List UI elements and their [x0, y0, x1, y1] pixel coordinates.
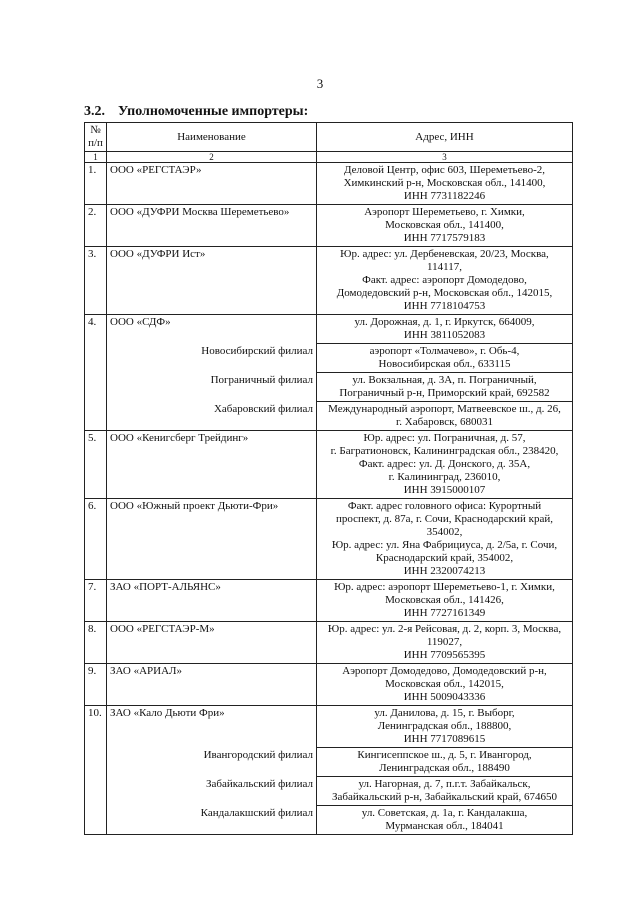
address-line: ИНН 7709565395: [403, 649, 486, 661]
branch-name: Забайкальский филиал: [107, 777, 317, 806]
address-cell: [317, 499, 573, 580]
address-line: ИНН 7718104753: [403, 300, 486, 312]
address-line: 114117,: [427, 261, 462, 273]
address-line: Юр. адрес: ул. 2-я Рейсовая, д. 2, корп. 3, Москва,: [327, 623, 562, 635]
address-cell: [317, 402, 573, 431]
address-line: Юр. адрес: аэропорт Шереметьево-1, г. Химки,: [334, 581, 555, 593]
address-line: ИНН 5009043336: [403, 691, 486, 703]
address-line: ИНН 7717089615: [403, 733, 486, 745]
address-line: ул. Дорожная, д. 1, г. Иркутск, 664009,: [354, 316, 535, 328]
organization-name: ООО «Кенигсберг Трейдинг»: [107, 431, 317, 499]
address-line: аэропорт «Толмачево», г. Обь-4,: [369, 345, 520, 357]
address-line: Аэропорт Домодедово, Домодедовский р-н,: [342, 665, 547, 677]
table-header-row: [85, 123, 573, 152]
address-line: Факт. адрес: аэропорт Домодедово,: [362, 274, 527, 286]
table-body: [85, 163, 573, 835]
table-row: [85, 247, 573, 315]
address-line: Новосибирская обл., 633115: [378, 358, 511, 370]
row-number: 10.: [85, 706, 107, 835]
organization-name: ООО «ДУФРИ Москва Шереметьево»: [107, 205, 317, 247]
address-line: Кингисеппское ш., д. 5, г. Ивангород,: [357, 749, 532, 761]
section-number: 3.2.: [84, 104, 105, 119]
branch-row: [85, 373, 573, 402]
address-cell: [317, 315, 573, 344]
address-line: 354002,: [426, 526, 463, 538]
address-line: Домодедовский р-н, Московская обл., 142015,: [336, 287, 553, 299]
row-number: 9.: [85, 664, 107, 706]
branch-name: Новосибирский филиал: [107, 344, 317, 373]
address-cell: [317, 777, 573, 806]
address-cell: [317, 163, 573, 205]
address-line: Деловой Центр, офис 603, Шереметьево-2,: [343, 164, 545, 176]
address-line: ИНН 3915000107: [403, 484, 486, 496]
address-cell: [317, 373, 573, 402]
address-line: Международный аэропорт, Матвеевское ш., д. 26,: [328, 403, 561, 415]
address-cell: [317, 622, 573, 664]
address-line: Ленинградская обл., 188800,: [377, 720, 512, 732]
address-line: Факт. адрес: ул. Д. Донского, д. 35А,: [358, 458, 531, 470]
address-line: ИНН 3811052083: [403, 329, 486, 341]
importers-table: [84, 122, 573, 835]
organization-name: ЗАО «Кало Дьюти Фри»: [107, 706, 317, 748]
branch-row: [85, 806, 573, 835]
address-cell: [317, 664, 573, 706]
organization-name: ООО «РЕГСТАЭР-М»: [107, 622, 317, 664]
section-title: [84, 104, 308, 120]
header-name: Наименование: [107, 123, 317, 152]
address-line: Юр. адрес: ул. Яна Фабрициуса, д. 2/5а, г. Сочи,: [331, 539, 558, 551]
index-cell: 3: [317, 152, 573, 163]
table-row: [85, 315, 573, 344]
address-line: ул. Нагорная, д. 7, п.г.т. Забайкальск,: [358, 778, 531, 790]
address-line: Московская обл., 142015,: [385, 678, 504, 690]
branch-row: [85, 344, 573, 373]
address-line: ул. Данилова, д. 15, г. Выборг,: [374, 707, 515, 719]
table-row: [85, 706, 573, 748]
address-line: г. Хабаровск, 680031: [396, 416, 493, 428]
row-number: 2.: [85, 205, 107, 247]
address-line: Юр. адрес: ул. Дербеневская, 20/23, Москва,: [340, 248, 549, 260]
organization-name: ООО «Южный проект Дьюти-Фри»: [107, 499, 317, 580]
table-row: [85, 664, 573, 706]
branch-row: [85, 748, 573, 777]
organization-name: ООО «РЕГСТАЭР»: [107, 163, 317, 205]
page-number: 3: [316, 76, 324, 91]
address-line: 119027,: [426, 636, 463, 648]
address-line: г. Багратионовск, Калининградская обл., 238420,: [330, 445, 559, 457]
address-line: Забайкальский р-н, Забайкальский край, 674650: [331, 791, 557, 803]
row-number: 3.: [85, 247, 107, 315]
address-line: г. Калининград, 236010,: [388, 471, 501, 483]
address-cell: [317, 344, 573, 373]
row-number: 6.: [85, 499, 107, 580]
address-line: Московская обл., 141426,: [385, 594, 504, 606]
address-line: Ленинградская обл., 188490: [379, 762, 510, 774]
address-cell: [317, 205, 573, 247]
address-line: Факт. адрес головного офиса: Курортный: [347, 500, 542, 512]
branch-row: [85, 777, 573, 806]
row-number: 1.: [85, 163, 107, 205]
address-line: Аэропорт Шереметьево, г. Химки,: [364, 206, 525, 218]
row-number: 8.: [85, 622, 107, 664]
row-number: 7.: [85, 580, 107, 622]
address-line: ИНН 7717579183: [403, 232, 486, 244]
table-row: [85, 431, 573, 499]
address-line: ул. Советская, д. 1а, г. Кандалакша,: [361, 807, 528, 819]
table-index-row: [85, 152, 573, 163]
address-cell: [317, 580, 573, 622]
table-row: [85, 205, 573, 247]
row-number: 5.: [85, 431, 107, 499]
address-cell: [317, 431, 573, 499]
address-line: Мурманская обл., 184041: [385, 820, 504, 832]
organization-name: ЗАО «АРИАЛ»: [107, 664, 317, 706]
address-line: ИНН 7731182246: [403, 190, 486, 202]
header-address: Адрес, ИНН: [317, 123, 573, 152]
section-title-text: Уполномоченные импортеры:: [118, 104, 309, 119]
organization-name: ООО «СДФ»: [107, 315, 317, 344]
address-cell: [317, 247, 573, 315]
address-line: Пограничный р-н, Приморский край, 692582: [339, 387, 550, 399]
table-row: [85, 580, 573, 622]
address-cell: [317, 748, 573, 777]
branch-name: Ивангородский филиал: [107, 748, 317, 777]
branch-name: Пограничный филиал: [107, 373, 317, 402]
header-no: № п/п: [85, 123, 107, 152]
row-number: 4.: [85, 315, 107, 431]
organization-name: ЗАО «ПОРТ-АЛЬЯНС»: [107, 580, 317, 622]
address-line: Краснодарский край, 354002,: [375, 552, 514, 564]
address-cell: [317, 706, 573, 748]
table-row: [85, 622, 573, 664]
index-cell: 1: [85, 152, 107, 163]
table-row: [85, 163, 573, 205]
branch-name: Хабаровский филиал: [107, 402, 317, 431]
address-line: Химкинский р-н, Московская обл., 141400,: [343, 177, 546, 189]
branch-name: Кандалакшский филиал: [107, 806, 317, 835]
address-cell: [317, 806, 573, 835]
organization-name: ООО «ДУФРИ Ист»: [107, 247, 317, 315]
table-row: [85, 499, 573, 580]
address-line: проспект, д. 87а, г. Сочи, Краснодарский край,: [336, 513, 553, 525]
branch-row: [85, 402, 573, 431]
address-line: Московская обл., 141400,: [385, 219, 504, 231]
address-line: ИНН 2320074213: [403, 565, 486, 577]
address-line: Юр. адрес: ул. Пограничная, д. 57,: [363, 432, 526, 444]
index-cell: 2: [107, 152, 317, 163]
address-line: ул. Вокзальная, д. 3А, п. Пограничный,: [352, 374, 537, 386]
address-line: ИНН 7727161349: [403, 607, 486, 619]
